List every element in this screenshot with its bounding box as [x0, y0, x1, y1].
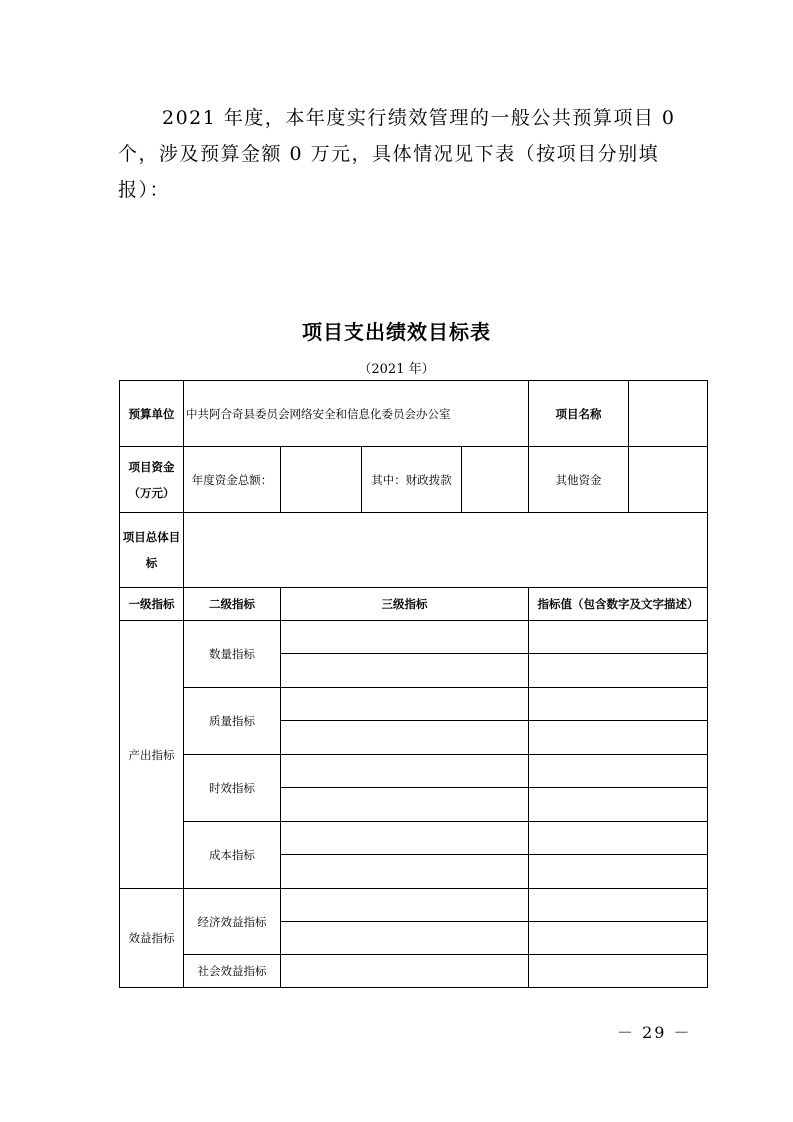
other-funds-value — [629, 447, 708, 513]
timeliness-indicator-label: 时效指标 — [184, 755, 281, 822]
level3-cell — [281, 755, 529, 788]
table-row — [120, 822, 708, 855]
table-year: （2021 年） — [358, 362, 435, 377]
quantity-indicator-label: 数量指标 — [184, 621, 281, 688]
cost-indicator-label: 成本指标 — [184, 822, 281, 889]
row-funds — [120, 447, 708, 513]
value-cell — [529, 788, 708, 822]
budget-unit-label: 预算单位 — [120, 381, 184, 447]
intro-paragraph — [118, 100, 678, 208]
table-row — [120, 621, 708, 654]
level3-cell — [281, 654, 529, 688]
fiscal-label: 其中：财政拨款 — [362, 447, 462, 513]
project-name-value — [629, 381, 708, 447]
value-cell — [529, 922, 708, 955]
level3-cell — [281, 721, 529, 755]
quality-indicator-label: 质量指标 — [184, 688, 281, 755]
output-indicator-label: 产出指标 — [120, 621, 184, 889]
level3-cell — [281, 621, 529, 654]
row-headers — [120, 588, 708, 621]
level3-cell — [281, 822, 529, 855]
level3-cell — [281, 889, 529, 922]
budget-unit-value: 中共阿合奇县委员会网络安全和信息化委员会办公室 — [184, 381, 529, 447]
header-level2: 二级指标 — [184, 588, 281, 621]
value-cell — [529, 889, 708, 922]
overall-goal-value — [184, 513, 708, 588]
row-budget-unit — [120, 381, 708, 447]
level3-cell — [281, 788, 529, 822]
level3-cell — [281, 855, 529, 889]
value-cell — [529, 721, 708, 755]
value-cell — [529, 955, 708, 988]
level3-cell — [281, 955, 529, 988]
performance-target-table — [119, 380, 708, 988]
fiscal-value — [462, 447, 529, 513]
annual-total-value — [281, 447, 362, 513]
other-funds-label: 其他资金 — [529, 447, 629, 513]
social-benefit-label: 社会效益指标 — [184, 955, 281, 988]
value-cell — [529, 621, 708, 654]
level3-cell — [281, 922, 529, 955]
table-row — [120, 889, 708, 922]
intro-text: 2021 年度，本年度实行绩效管理的一般公共预算项目 0 个，涉及预算金额 0 万元，具体情况见下表（按项目分别填报）： — [118, 107, 676, 201]
table-title: 项目支出绩效目标表 — [302, 320, 491, 344]
overall-goal-label: 项目总体目标 — [120, 513, 184, 588]
row-overall-goal — [120, 513, 708, 588]
table-row — [120, 755, 708, 788]
header-level3: 三级指标 — [281, 588, 529, 621]
economic-benefit-label: 经济效益指标 — [184, 889, 281, 955]
annual-total-label: 年度资金总额： — [184, 447, 281, 513]
benefit-indicator-label: 效益指标 — [120, 889, 184, 988]
value-cell — [529, 654, 708, 688]
project-name-label: 项目名称 — [529, 381, 629, 447]
page-number: － 29 － — [617, 1023, 692, 1042]
value-cell — [529, 822, 708, 855]
header-value: 指标值（包含数字及文字描述） — [529, 588, 708, 621]
level3-cell — [281, 688, 529, 721]
table-row — [120, 955, 708, 988]
funds-label: 项目资金（万元） — [120, 447, 184, 513]
value-cell — [529, 855, 708, 889]
value-cell — [529, 688, 708, 721]
value-cell — [529, 755, 708, 788]
header-level1: 一级指标 — [120, 588, 184, 621]
table-row — [120, 688, 708, 721]
